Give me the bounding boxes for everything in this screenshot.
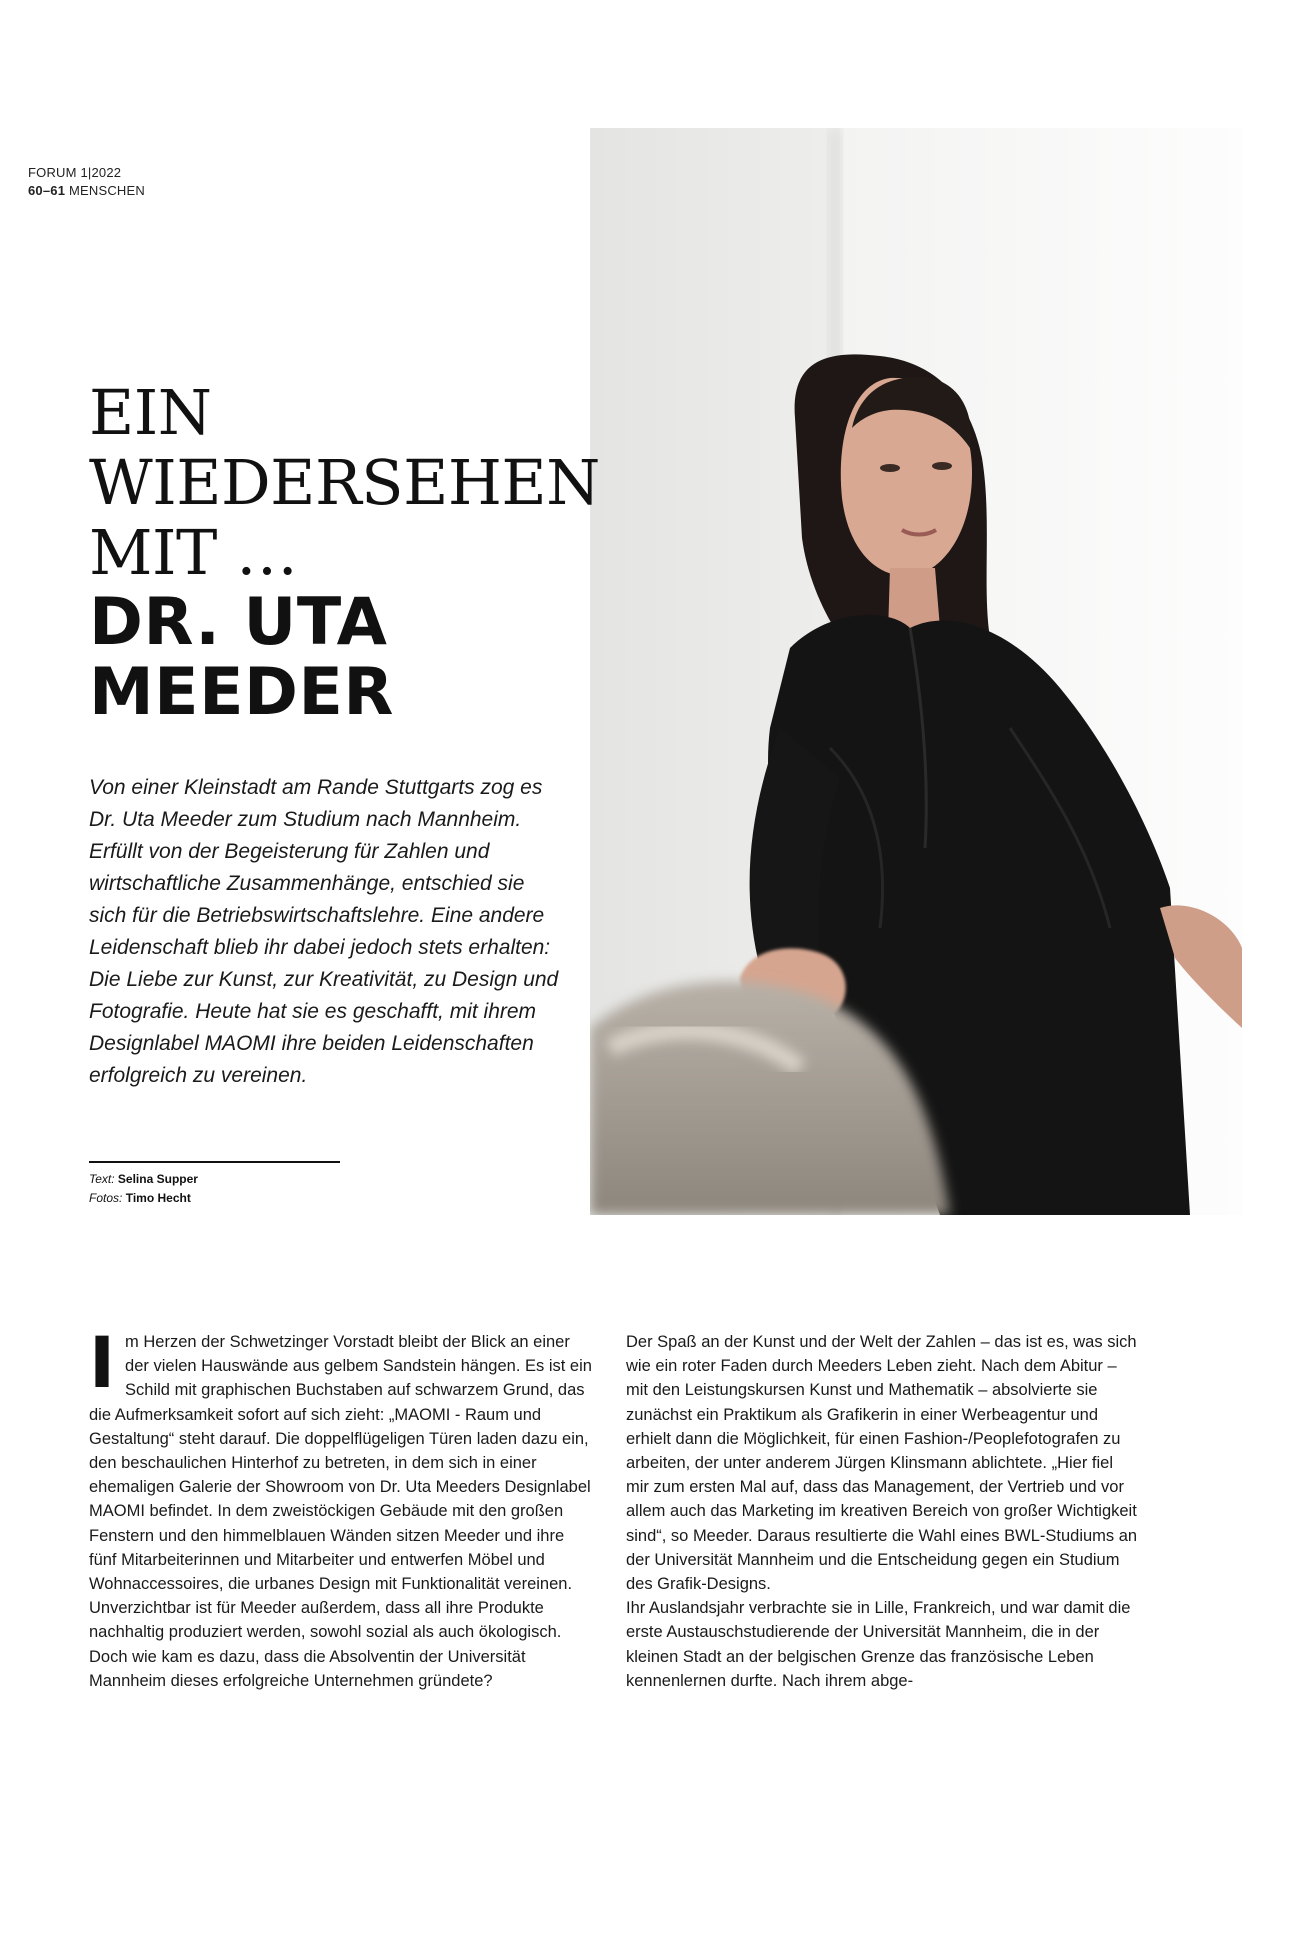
- body-column-2-paragraph-2: Ihr Auslandsjahr verbrachte sie in Lille, Frankreich, und war damit die erste Austauschstudierende der Universität Mannheim, die in der kleinen Stadt an der belgischen Grenze das französische Leben kennenlernen durfte. Nach ihrem abge-: [626, 1599, 1131, 1690]
- section-name: MENSCHEN: [68, 183, 145, 198]
- title-line-2: WIEDERSEHEN: [89, 446, 600, 519]
- body-column-2-paragraph-1: Der Spaß an der Kunst und der Welt der Zahlen – das ist es, was sich wie ein roter Faden durch Meeders Leben zieht. Nach dem Abitur – mit den Leistungskursen Kunst und Mathematik – absolvierte sie zunächst ein Praktikum als Grafikerin in einer Werbeagentur und erhielt dann die Möglichkeit, für einen Fashion-/Peoplefotografen zu arbeiten, der unter anderem Jürgen Klinsmann ablichtete. „Hier fiel mir zum ersten Mal auf, dass das Management, der Vertrieb und vor allem auch das Marketing im kreativen Bereich von großer Wichtigkeit sind“, so Meeder. Daraus resultierte die Wahl eines BWL-Studiums an der Universität Mannheim und die Entscheidung gegen ein Studium des Grafik-Designs.: [626, 1333, 1138, 1594]
- photo-credit: [89, 1189, 198, 1208]
- portrait-photo-icon: [590, 128, 1242, 1215]
- photo-credit-author: Timo Hecht: [125, 1191, 191, 1205]
- credits: [89, 1170, 198, 1208]
- title-name-line-1: DR. UTA: [89, 585, 388, 660]
- lead-paragraph: Von einer Kleinstadt am Rande Stuttgarts zog es Dr. Uta Meeder zum Studium nach Mannheim. Erfüllt von der Begeisterung für Zahlen und wirtschaftliche Zusammenhänge, entschied sie sich für die Betriebswirtschaftslehre. Eine andere Leidenschaft blieb ihr dabei jedoch stets erhalten: Die Liebe zur Kunst, zur Kreativität, zu Design und Fotografie. Heute hat sie es geschafft, mit ihrem Designlabel MAOMI ihre beiden Leidenschaften erfolgreich zu vereinen.: [89, 776, 559, 1087]
- body-column-2: [626, 1330, 1138, 1693]
- title-name-line-2: MEEDER: [89, 655, 394, 730]
- portrait-photo: [590, 128, 1242, 1215]
- credits-divider: [89, 1161, 340, 1163]
- photo-credit-label: Fotos:: [89, 1191, 123, 1205]
- title-line-1: EIN: [89, 376, 212, 449]
- text-credit-author: Selina Supper: [117, 1172, 198, 1186]
- body-column-1-text: m Herzen der Schwetzinger Vorstadt bleibt der Blick an einer der vielen Hauswände aus gelbem Sandstein hängen. Es ist ein Schild mit graphischen Buchstaben auf schwarzem Grund, das die Aufmerksamkeit sofort auf sich zieht: „MAOMI - Raum und Gestaltung“ steht darauf. Die doppelflügeligen Türen laden dazu ein, den beschaulichen Hinterhof zu betreten, in dem sich in einer ehemaligen Galerie der Showroom von Dr. Uta Meeders Designlabel MAOMI befindet. In dem zweistöckigen Gebäude mit den großen Fenstern und den himmelblauen Wänden sitzen Meeder und ihre fünf Mitarbeiterinnen und Mitarbeiter und entwerfen Möbel und Wohnaccessoires, die urbanes Design mit Funktionalität vereinen. Unverzichtbar ist für Meeder außerdem, dass all ihre Produkte nachhaltig produziert werden, sowohl sozial als auch ökologisch. Doch wie kam es dazu, dass die Absolventin der Universität Mannheim dieses erfolgreiche Unternehmen gründete?: [89, 1333, 592, 1690]
- text-credit: [89, 1170, 198, 1189]
- text-credit-label: Text:: [89, 1172, 115, 1186]
- page-numbers: 60–61: [28, 183, 66, 198]
- body-column-1: [89, 1322, 595, 1693]
- magazine-issue: FORUM 1|2022: [28, 165, 122, 180]
- article-title: [89, 378, 600, 728]
- page-section: [28, 182, 145, 200]
- title-line-3: MIT …: [89, 516, 298, 589]
- running-head: [28, 164, 145, 200]
- drop-cap: I: [89, 1322, 116, 1404]
